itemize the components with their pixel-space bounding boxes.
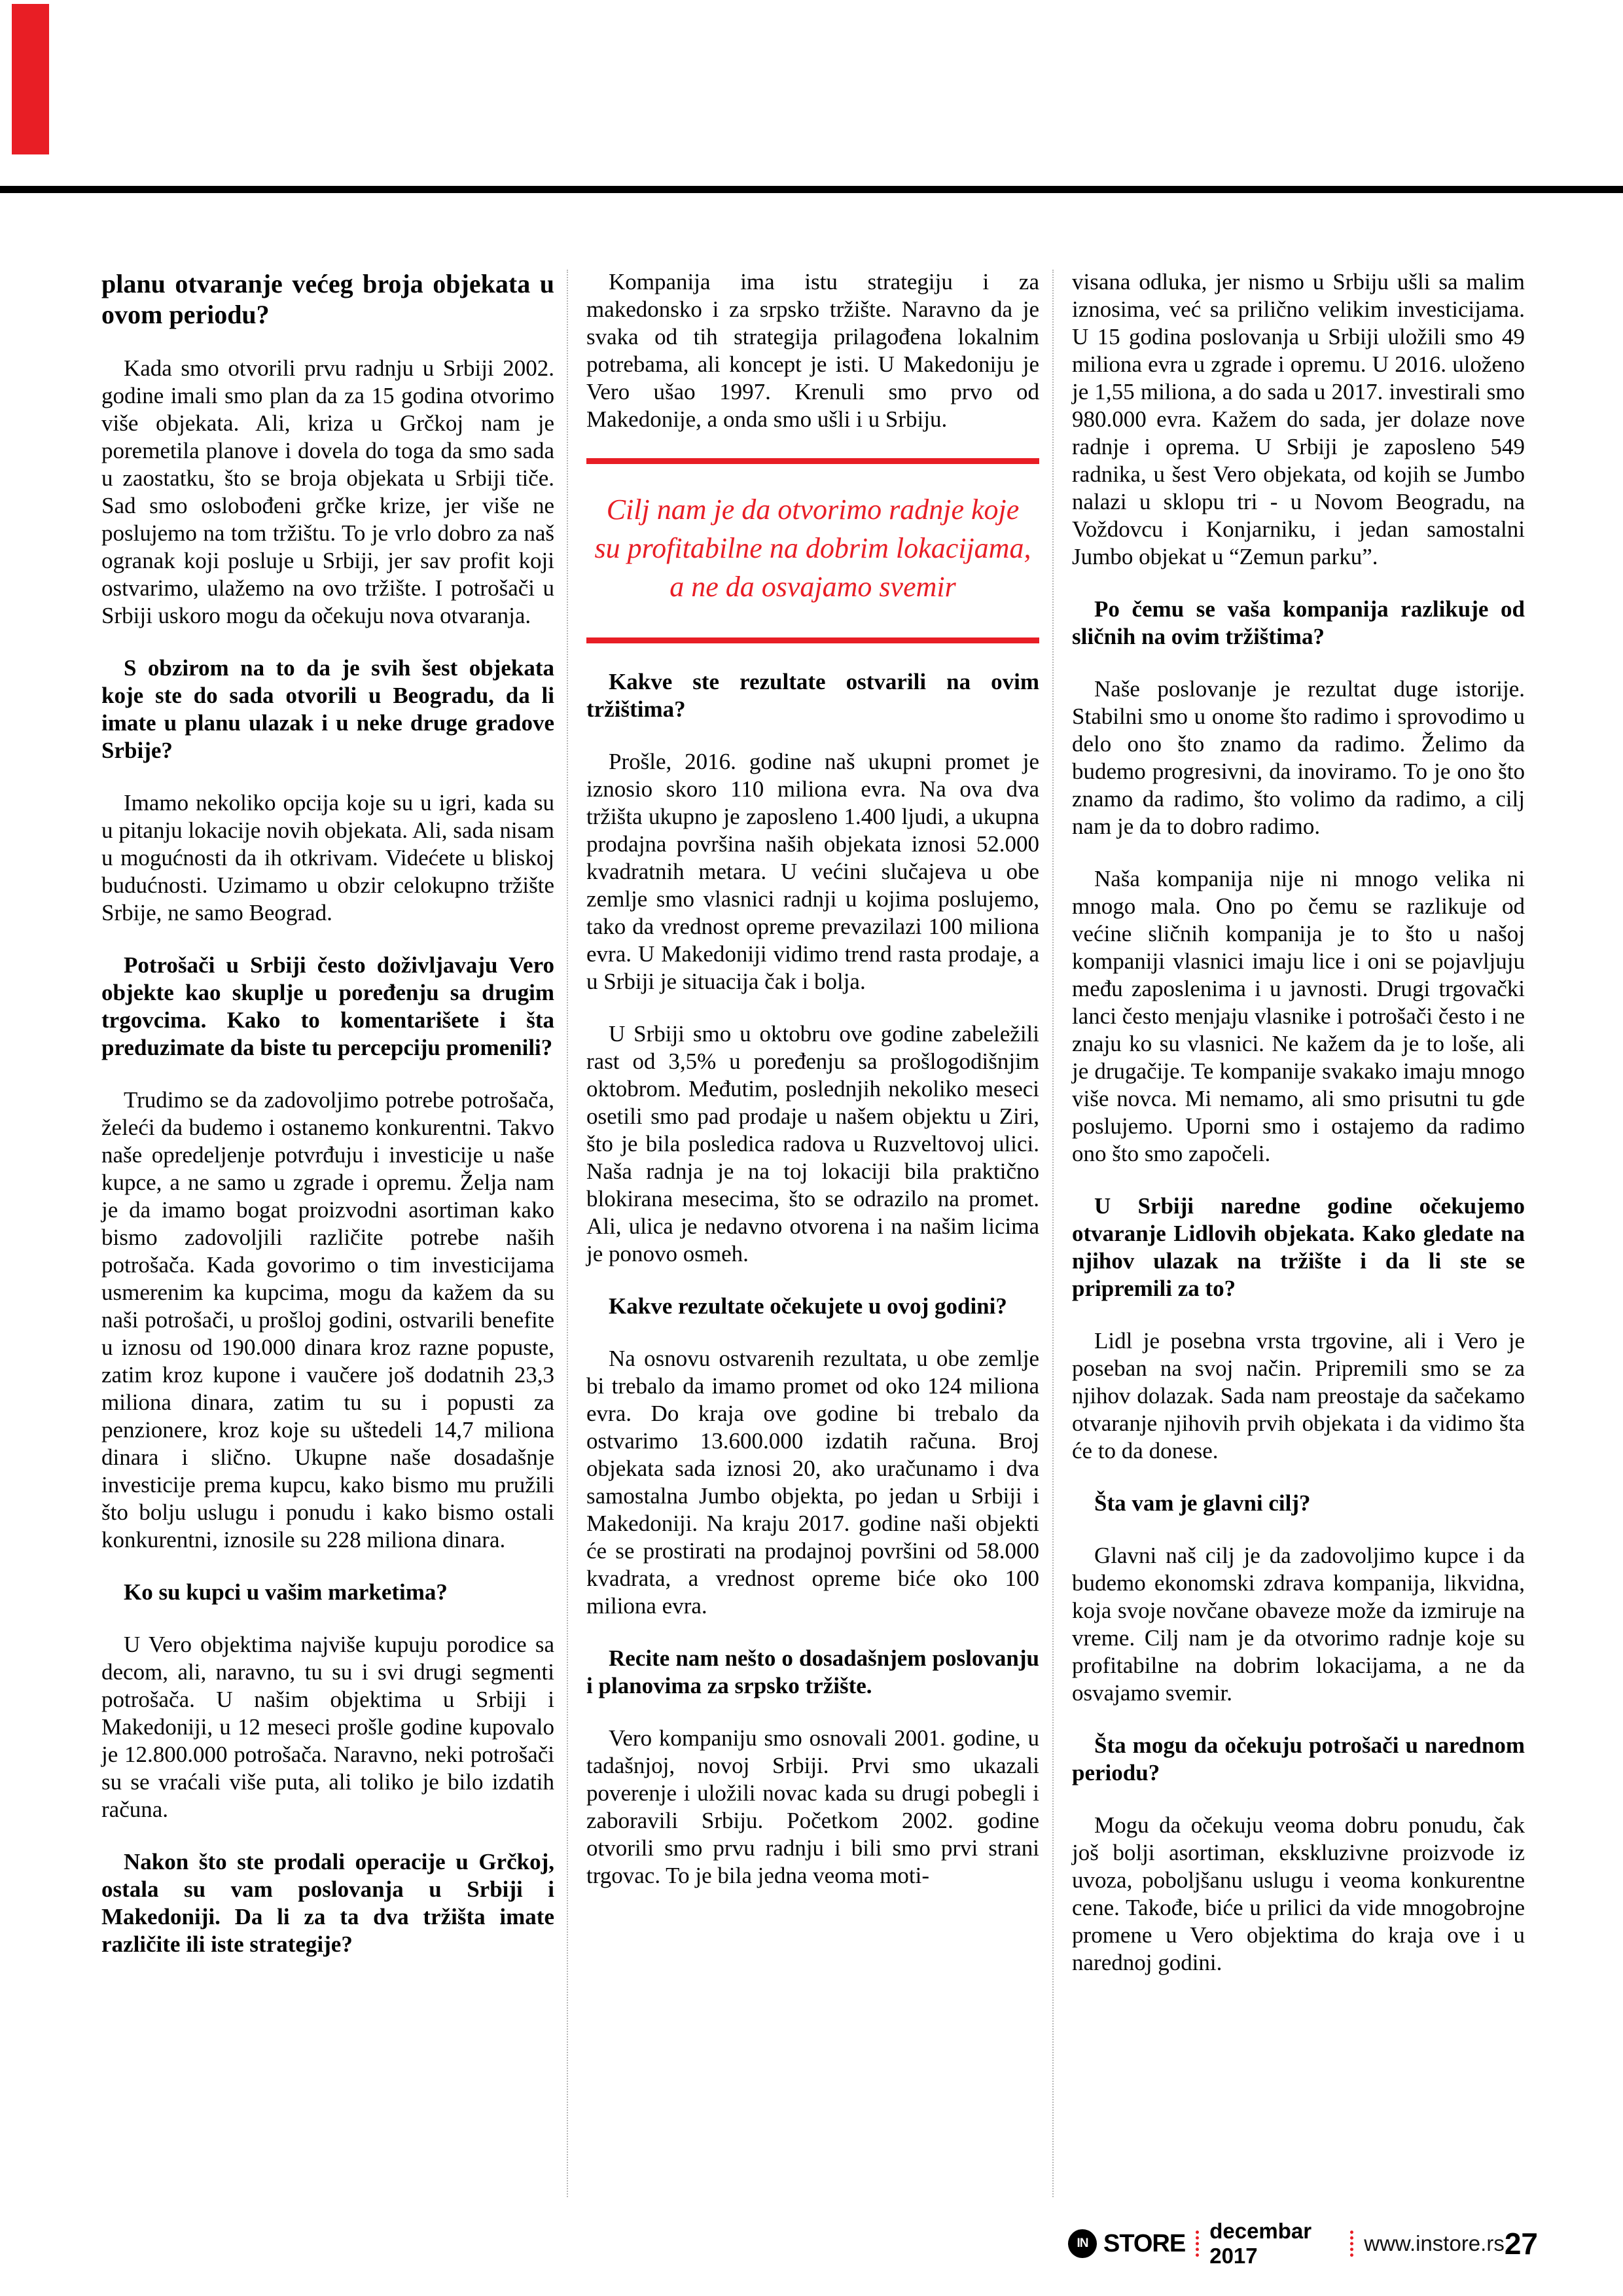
article-column-3 bbox=[1072, 268, 1525, 1977]
article-paragraph: Naše poslovanje je rezultat duge istorije. Stabilni smo u onome što radimo i sprovodimo u delo ono što znamo da radimo. Želimo da budemo progresivni, da inoviramo. To je ono što znamo da radimo, što volimo da radimo, a cilj nam je da to dobro radimo. bbox=[1072, 676, 1525, 839]
footer-website: www.instore.rs bbox=[1364, 2231, 1505, 2255]
interview-question: Šta mogu da očekuju potrošači u narednom periodu? bbox=[1072, 1732, 1525, 1785]
article-paragraph: U Vero objektima najviše kupuju porodice sa decom, ali, naravno, tu su i svi drugi segmenti potrošača. U našim objektima u Srbiji i Makedoniji, u 12 meseci prošle godine kupovalo je 12.800.000 potrošača. Naravno, neki potrošači su se vraćali više puta, ali toliko je bilo izdatih računa. bbox=[101, 1632, 554, 1822]
interview-question: Potrošači u Srbiji često doživljavaju Vero objekte kao skuplje u poređenju sa drugim trgovcima. Kako to komentarišete i šta preduzimate da biste tu percepciju promenili? bbox=[101, 952, 554, 1060]
interview-question: U Srbiji naredne godine očekujemo otvaranje Lidlovih objekata. Kako gledate na njihov ulazak na tržište i da li ste se pripremili za to? bbox=[1072, 1193, 1525, 1301]
interview-question: Kakve rezultate očekujete u ovoj godini? bbox=[609, 1293, 1007, 1319]
article-paragraph: Vero kompaniju smo osnovali 2001. godine, u tadašnjoj, novoj Srbiji. Prvi smo ukazali poverenje i uložili novac kada su drugi pobegli i zaboravili Srbiju. Početkom 2002. godine otvorili smo prvu radnju i bili smo prvi strani trgovac. To je bila jedna veoma moti- bbox=[586, 1725, 1039, 1888]
interview-question: Recite nam nešto o dosadašnjem poslovanju i planovima za srpsko tržište. bbox=[586, 1645, 1039, 1698]
article-paragraph: Kompanija ima istu strategiju i za makedonsko i za srpsko tržište. Naravno da je svaka od tih strategija prilagođena lokalnim potrebama, ali koncept je isti. U Makedoniju je Vero ušao 1997. Krenuli smo prvo od Makedonije, a onda smo ušli i u Srbiju. bbox=[586, 269, 1039, 432]
article-paragraph: Imamo nekoliko opcija koje su u igri, kada su u pitanju lokacije novih objekata. Ali, sada nisam u mogućnosti da ih otkrivam. Videćete u bliskoj budućnosti. Uzimamo u obzir celokupno tržište Srbije, ne samo Beograd. bbox=[101, 790, 554, 925]
page-footer bbox=[1068, 2219, 1538, 2268]
article-paragraph: visana odluka, jer nismo u Srbiju ušli sa malim iznosima, već sa prilično velikim investicijama. U 15 godina poslovanja u Srbiji uložili smo 49 miliona evra u zgrade i opremu. U 2016. uloženo je 1,55 miliona, a do sada u 2017. investirali smo 980.000 evra. Kažem do sada, jer dolaze nove radnje i oprema. U Srbiji je zaposleno 549 radnika, u šest Vero objekata, od kojih se Jumbo nalazi u sklopu tri - u Novom Beogradu, na Voždovcu i Konjarniku, i jedan samostalni Jumbo objekat u “Zemun parku”. bbox=[1072, 269, 1525, 569]
interview-question: Šta vam je glavni cilj? bbox=[1094, 1490, 1311, 1516]
page-number: 27 bbox=[1504, 2227, 1538, 2261]
footer-dotted-separator bbox=[1350, 2231, 1353, 2257]
column-separator bbox=[567, 270, 568, 2197]
article-paragraph: Naša kompanija nije ni mnogo velika ni mnogo mala. Ono po čemu se razlikuje od većine sličnih kompanija je to što u našoj kompaniji vlasnici imaju lice i oni se pojavljuju među zaposlenima i u javnosti. Drugi trgovački lanci često menjaju vlasnike i potrošači često i ne znaju ko su vlasnici. Ne kažem da je to loše, ali je drugačije. Te kompanije svakako imaju mnogo više novca. Mi nemamo, ali smo prisutni tu gde poslujemo. Uporni smo i ostajemo da radimo ono što smo započeli. bbox=[1072, 866, 1525, 1166]
footer-dotted-separator bbox=[1196, 2231, 1199, 2257]
article-paragraph: Na osnovu ostvarenih rezultata, u obe zemlje bi trebalo da imamo promet od oko 124 miliona evra. Do kraja ove godine bi trebalo da ostvarimo 13.600.000 izdatih računa. Broj objekata sada iznosi 20, ako uračunamo i dva samostalna Jumbo objekta, po jedan u Srbiji i Makedoniji. Na kraju 2017. godine naši objekti će se prostirati na prodajnoj površini od 58.000 kvadrata, a vrednost opreme biće oko 100 miliona evra. bbox=[586, 1346, 1039, 1619]
footer-logo-in: IN bbox=[1077, 2236, 1088, 2250]
footer-issue-date: decembar 2017 bbox=[1209, 2219, 1312, 2268]
interview-question: Nakon što ste prodali operacije u Grčkoj, ostala su vam poslovanja u Srbiji i Makedoniji. Da li za ta dva tržišta imate različite ili iste strategije? bbox=[101, 1849, 554, 1957]
interview-question: S obzirom na to da je svih šest objekata koje ste do sada otvorili u Beogradu, da li imate u planu ulazak i u neke druge gradove Srbije? bbox=[101, 655, 554, 763]
red-edge-mark bbox=[12, 4, 49, 154]
article-paragraph: U Srbiji smo u oktobru ove godine zabeležili rast od 3,5% u poređenju sa prošlogodišnjim oktobrom. Međutim, poslednjih nekoliko meseci osetili smo pad prodaje u našem objektu u Ziri, što je bila posledica radova u Ruzveltovoj ulici. Naša radnja je na toj lokaciji bila praktično blokirana mesecima, što se odrazilo na promet. Ali, ulica je nedavno otvorena i na našim licima je ponovo osmeh. bbox=[586, 1021, 1039, 1266]
article-column-1 bbox=[101, 268, 554, 1958]
interview-question: Kakve ste rezultate ostvarili na ovim tržištima? bbox=[586, 669, 1039, 722]
article-paragraph: Trudimo se da zadovoljimo potrebe potrošača, želeći da budemo i ostanemo konkurentni. Takvo naše opredeljenje potvrđuju i investicije u naše kupce, a ne samo u zgrade i opremu. Želja nam je da imamo bogat proizvodni asortiman kako bismo zadovoljili različite potrebe naših potrošača. Kada govorimo o tim investicijama usmerenim ka kupcima, mogu da kažem da su naši potrošači, u prošloj godini, ostvarili benefite u iznosu od 190.000 dinara kroz razne popuste, zatim kroz kupone i vaučere još dodatnih 23,3 miliona dinara, zatim tu su i popusti za penzionere, kroz koje su uštedeli 14,7 miliona dinara i slično. Ukupne naše dosadašnje investicije prema kupcu, kako bismo mu pružili što bolju uslugu i ponudu i kako bismo ostali konkurentni, iznosile su 228 miliona dinara. bbox=[101, 1087, 554, 1552]
article-paragraph: Prošle, 2016. godine naš ukupni promet je iznosio skoro 110 miliona evra. Na ova dva tržišta ukupno je zaposleno 1.400 ljudi, a ukupna prodajna površina naših objekata iznosi 52.000 kvadratnih metara. U većini slučajeva u obe zemlje smo vlasnici radnji u kojima poslujemo, tako da vrednost opreme prevazilazi 100 miliona evra. U Makedoniji vidimo trend rasta prodaje, a u Srbiji je situacija čak i bolja. bbox=[586, 749, 1039, 994]
article-column-2 bbox=[586, 268, 1039, 1890]
pull-quote: Cilj nam je da otvorimo radnje koje su profitabilne na dobrim lokacijama, a ne da osvajamo svemir bbox=[586, 458, 1039, 643]
instore-logo-icon bbox=[1068, 2229, 1097, 2258]
article-paragraph: Glavni naš cilj je da zadovoljimo kupce i da budemo ekonomski zdrava kompanija, likvidna, koja svoje novčane obaveze može da izmiruje na vreme. Cilj nam je da otvorimo radnje koje su profitabilne na dobrim lokacijama, a ne da osvajamo svemir. bbox=[1072, 1543, 1525, 1706]
interview-question: planu otvaranje većeg broja objekata u ovom periodu? bbox=[101, 269, 554, 329]
article-paragraph: Mogu da očekuju veoma dobru ponudu, čak još bolji asortiman, ekskluzivne proizvode iz uvoza, poboljšanu uslugu i veoma konkurentne cene. Takođe, biće u prilici da vide mnogobrojne promene u Vero objektima do kraja ove i u narednoj godini. bbox=[1072, 1812, 1525, 1975]
interview-question: Po čemu se vaša kompanija razlikuje od sličnih na ovim tržištima? bbox=[1072, 596, 1525, 649]
column-separator bbox=[1052, 270, 1054, 2197]
interview-question: Ko su kupci u vašim marketima? bbox=[124, 1579, 448, 1605]
footer-brand: STORE bbox=[1103, 2229, 1186, 2257]
article-paragraph: Lidl je posebna vrsta trgovine, ali i Vero je poseban na svoj način. Pripremili smo se za njihov dolazak. Sada nam preostaje da sačekamo otvaranje njihovih prvih objekata i da vidimo šta će to da donese. bbox=[1072, 1328, 1525, 1463]
top-rule bbox=[0, 186, 1623, 193]
article-paragraph: Kada smo otvorili prvu radnju u Srbiji 2002. godine imali smo plan da za 15 godina otvorimo više objekata. Ali, kriza u Grčkoj nam je poremetila planove i dovela do toga da smo sada u zaostatku, što se broja objekata u Srbiji tiče. Sad smo oslobođeni grčke krize, jer više ne poslujemo na tom tržištu. To je vrlo dobro za naš ogranak koji posluje u Srbiji, jer sav profit koji ostvarimo, ulažemo na ovo tržište. I potrošači u Srbiji uskoro mogu da očekuju nova otvaranja. bbox=[101, 355, 554, 628]
